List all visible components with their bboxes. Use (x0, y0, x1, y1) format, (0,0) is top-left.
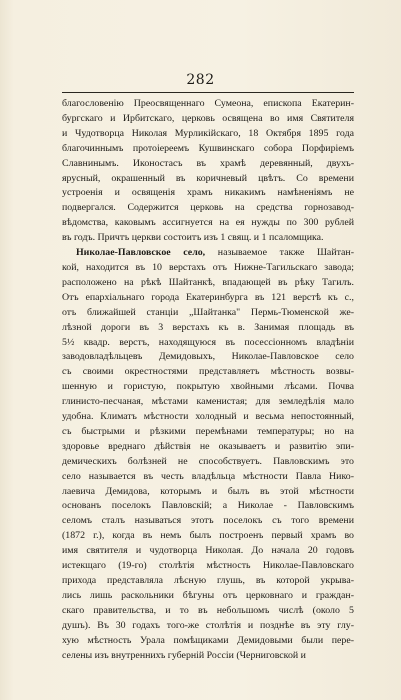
text-line: Отъ епархіальнаго города Екатеринбурга въ 121 верстѣ къ с., (62, 291, 354, 303)
text-line: село называется въ честь владѣльца мѣстности Павла Нико- (62, 470, 354, 482)
text-line: имя святителя и чудотворца Николая. До начала 20 годовъ (62, 545, 354, 557)
text-line: прихода представляла лѣсную глушь, въ которой укрыва- (62, 575, 354, 586)
header-rule (62, 92, 354, 93)
text-line: лѣзной дороги въ 3 верстахъ къ в. Занимая площадь въ (62, 321, 354, 333)
text-line-content: называемое также Шайтан- (205, 247, 354, 259)
text-line: отъ ближайшей станціи „Шайтанка" Пермь-Тюменской же- (62, 306, 354, 318)
text-line: устроенія и освященія храмъ никакимъ намѣненіямъ не (62, 187, 354, 199)
page-number: 282 (186, 72, 215, 88)
text-line: бургскаго и Ирбитскаго, церковь освящена во имя Святителя (62, 112, 354, 124)
text-line: лись лишь раскольники бѣгуны отъ церковнаго и граждан- (62, 589, 354, 601)
text-line: Славнинымъ. Иконостасъ въ храмѣ деревянный, двухъ- (62, 157, 354, 169)
text-line: селомъ сталъ называться этотъ поселокъ съ того времени (62, 515, 354, 527)
text-line: душъ). Въ 30 годахъ того-же столѣтія и позднѣе въ эту глу- (62, 619, 354, 631)
text-line: расположено на рѣкѣ Шайтанкѣ, впадающей въ рѣку Тагилъ. (62, 276, 354, 288)
body-text (62, 97, 354, 663)
text-line: вѣдомства, каковымъ ассигнуется на ея нужды по 300 рублей (62, 217, 354, 229)
text-line: истекщаго (19-го) столѣтія мѣстность Николае-Павловскаго (62, 560, 354, 572)
text-line: удобна. Климатъ мѣстности холодный и весьма непостоянный, (62, 411, 354, 423)
text-line: заводовладѣльцевъ Демидовыхъ, Николае-Павловское село (62, 351, 354, 363)
text-line: селены изъ внутреннихъ губерній Россіи (Черниговской и (62, 649, 306, 661)
text-line: съ быстрыми и рѣзкими перемѣнами температуры; но на (62, 425, 354, 437)
text-line: кой, находится въ 10 верстахъ отъ Нижне-Тагильскаго завода; (62, 261, 354, 273)
text-line: хую мѣстность Урала помѣщиками Демидовыми были пере- (62, 634, 354, 646)
text-line: благочиннымъ протоіереемъ Кушвинскаго собора Порфиріемъ (62, 142, 354, 154)
text-line: лаевича Демидова, которымъ и былъ въ этой мѣстности (62, 485, 354, 497)
text-line: ярусный, окрашенный въ коричневый цвѣтъ. Со времени (62, 172, 354, 184)
text-line (62, 246, 354, 261)
text-line: демическихъ болѣзней не способствуетъ. Павловскимъ это (62, 455, 354, 467)
text-line: и Чудотворца Николая Мурликійскаго, 18 Октября 1895 года (62, 127, 354, 139)
text-line: подвергался. Содержится церковь на средства горнозавод- (62, 202, 354, 214)
text-line: основанъ поселокъ Павловскій; а Николае - Павловскимъ (62, 500, 354, 512)
text-line: здоровье вреднаго дѣйствія не оказываетъ и развитію эпи- (62, 440, 354, 452)
text-line: съ своими окрестностями представляетъ мѣстность возвы- (62, 366, 354, 378)
text-line: въ годъ. Причтъ церкви состоитъ изъ 1 свящ. и 1 псаломщика. (62, 232, 324, 244)
text-line: (1872 г.), когда въ немъ былъ построенъ первый храмъ во (62, 530, 354, 542)
text-line: скаго правительства, и то въ небольшомъ числѣ (около 5 (62, 604, 354, 616)
text-line: шенную и гористую, покрытую хвойными лѣсами. Почва (62, 381, 354, 393)
section-heading: Николае-Павловское село, (76, 247, 206, 259)
text-line: 5½ квадр. верстъ, находящуюся въ посессіонномъ владѣніи (62, 336, 354, 348)
text-line: глинисто-песчаная, мѣстами каменистая; для земледѣлія мало (62, 396, 354, 408)
text-line: благословенію Преосвященнаго Сумеона, епископа Екатерин- (62, 98, 354, 109)
